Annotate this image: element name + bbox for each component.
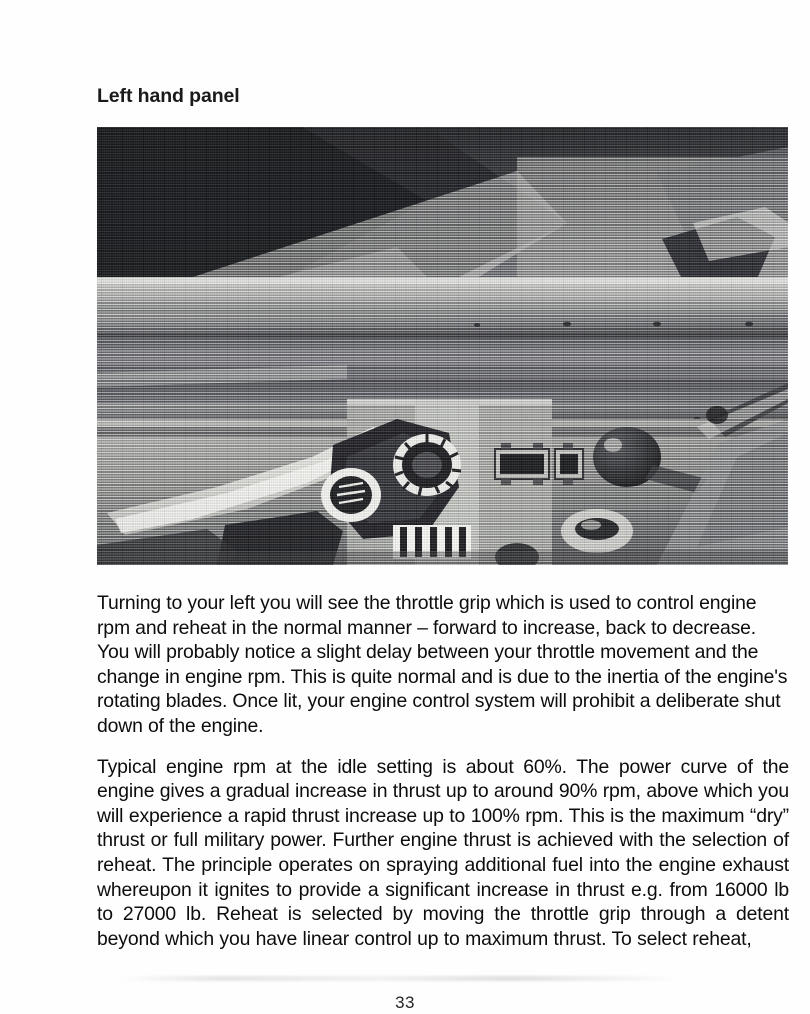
page-number: 33 (395, 993, 415, 1012)
knurled-wheel (393, 434, 461, 496)
indicator-panel-group (495, 443, 583, 485)
cockpit-photograph (97, 127, 788, 565)
photograph-artwork (97, 127, 788, 565)
body-text (97, 591, 789, 951)
paragraph-1: Turning to your left you will see the throttle grip which is used to control engine rpm and reheat in the normal manner – forward to increase, back to decrease. You will probably notice a slight delay between your throttle movement and the change in engine rpm. This is quite normal and is due to the inertia of the engine's rotating blades. Once lit, your engine control system will prohibit a deliberate shut down of the engine. (97, 592, 788, 737)
ribbed-wheel (321, 468, 381, 522)
scan-artifact (120, 976, 680, 981)
page-title: Left hand panel (97, 85, 240, 108)
paragraph-2: Typical engine rpm at the idle setting is about 60%. The power curve of the engine gives a gradual increase in thrust up to around 90% rpm, above which you will experience a rapid thrust increase up to 100% rpm. This is the maximum “dry” thrust or full military power. Further engine thrust is achieved with the selection of reheat. The principle operates on spraying additional fuel into the engine exhaust whereupon it ignites to provide a significant increase in thrust e.g. from 16000 lb to 27000 lb. Reheat is selected by moving the throttle grip through a detent beyond which you have linear control up to maximum thrust. To select reheat, (97, 755, 789, 950)
photograph-image (97, 127, 788, 565)
